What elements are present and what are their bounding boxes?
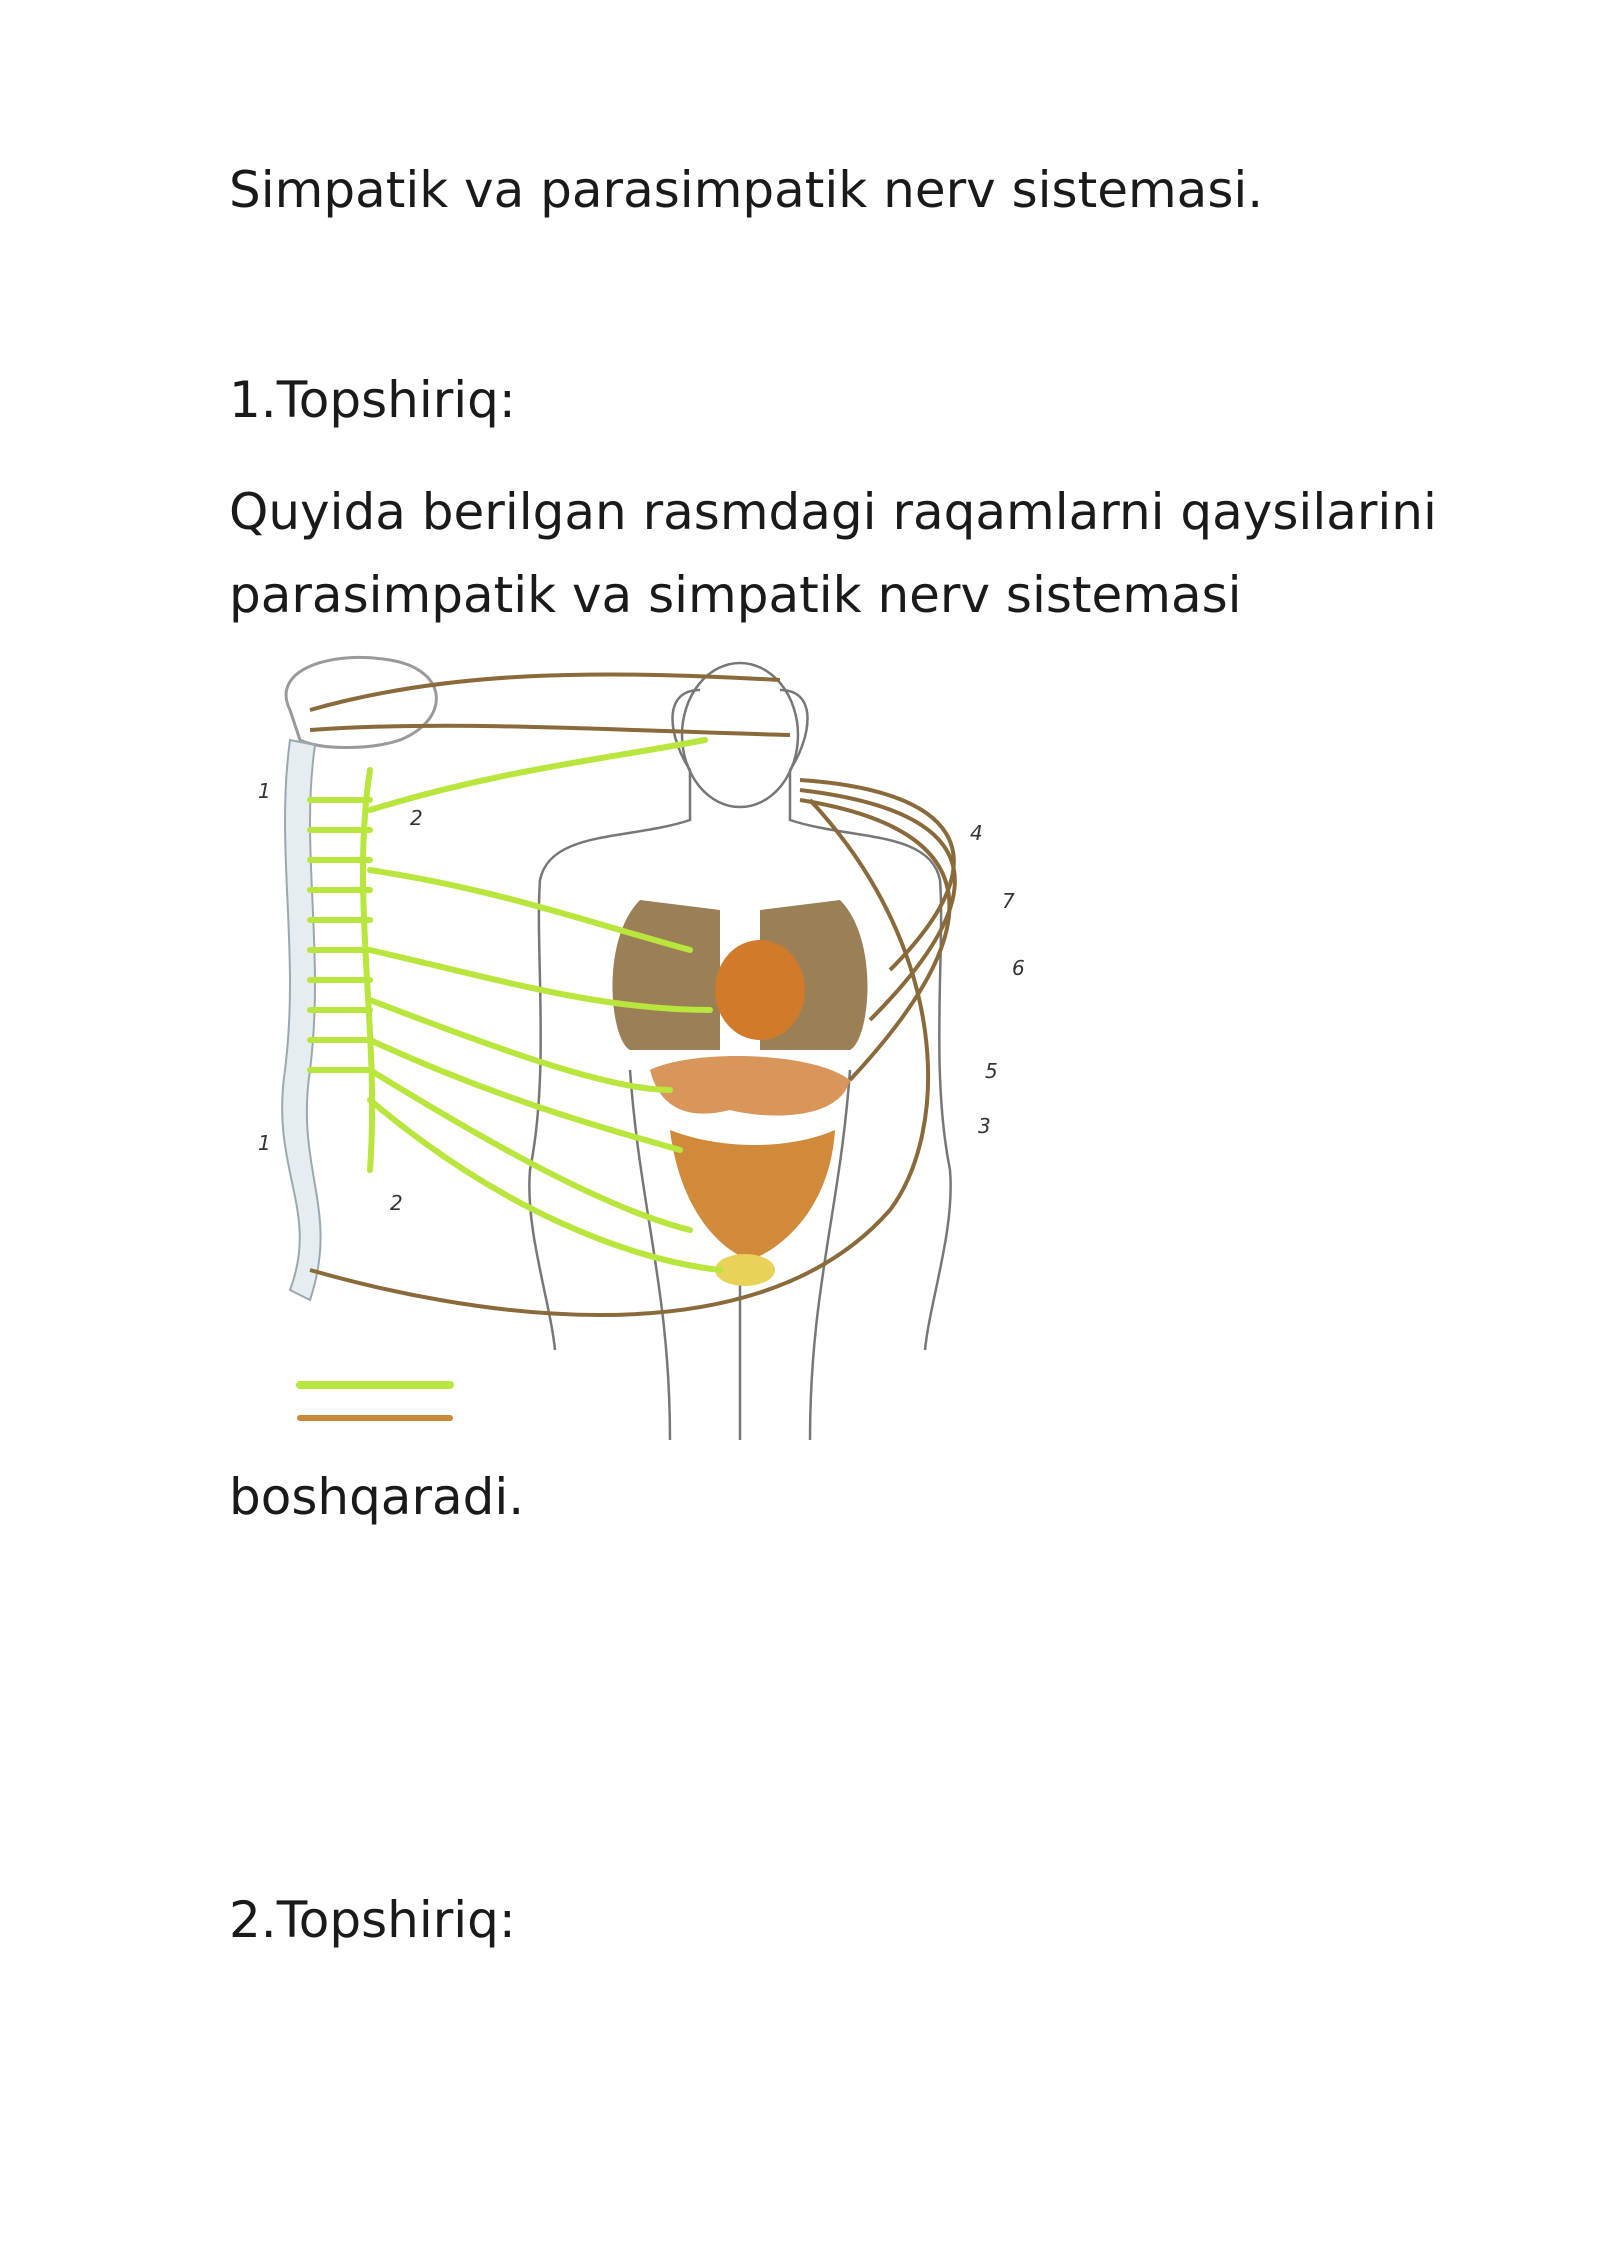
label-7: 7: [1002, 889, 1015, 913]
heart: [715, 940, 805, 1040]
label-2-bottom: 2: [390, 1191, 403, 1215]
task1-text-tail: boshqaradi.: [229, 1468, 525, 1526]
task1-text-line1: Quyida berilgan rasmdagi raqamlarni qaysilarini: [229, 483, 1437, 541]
bladder: [715, 1254, 775, 1286]
brain-outline: [286, 657, 436, 747]
spinal-cord: [282, 740, 320, 1300]
liver-stomach: [650, 1056, 850, 1115]
label-2-top: 2: [410, 806, 423, 830]
sympathetic-chain: [310, 740, 720, 1270]
label-1-bottom: 1: [258, 1131, 271, 1155]
task2-heading: 2.Topshiriq:: [229, 1891, 516, 1949]
task1-heading: 1.Topshiriq:: [229, 371, 516, 429]
label-4: 4: [970, 821, 983, 845]
intestines: [670, 1130, 835, 1260]
label-1-top: 1: [258, 779, 271, 803]
label-3: 3: [978, 1114, 991, 1138]
label-6: 6: [1012, 956, 1025, 980]
document-title: Simpatik va parasimpatik nerv sistemasi.: [229, 161, 1264, 219]
nervous-system-illustration: [250, 650, 1060, 1440]
label-5: 5: [985, 1059, 998, 1083]
task1-text-line2: parasimpatik va simpatik nerv sistemasi: [229, 566, 1242, 624]
